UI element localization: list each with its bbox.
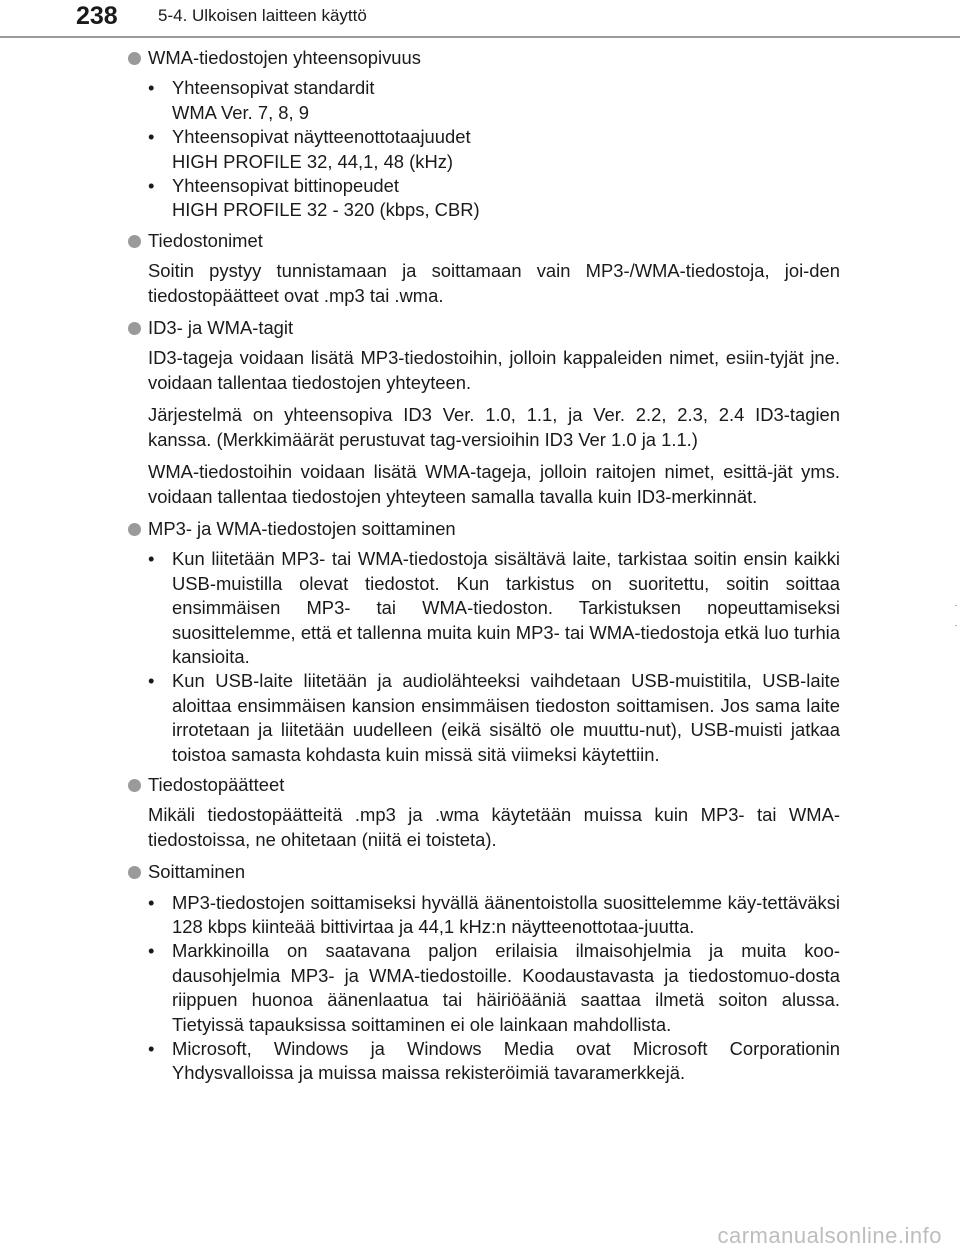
list-item <box>126 547 840 669</box>
section-title: 5-4. Ulkoisen laitteen käyttö <box>158 6 367 25</box>
paragraph: ID3-tageja voidaan lisätä MP3-tiedostoihin, jolloin kappaleiden nimet, esiin-tyjät jne. voidaan tallentaa tiedostojen yhteyteen. <box>148 347 840 393</box>
paragraph: Järjestelmä on yhteensopiva ID3 Ver. 1.0, 1.1, ja Ver. 2.2, 2.3, 2.4 ID3-tagien kanssa. (Merkkimäärät perustuvat tag-versioihin ID3 Ver 1.0 ja 1.1.) <box>148 404 840 450</box>
item-value: WMA Ver. 7, 8, 9 <box>172 101 309 123</box>
paragraph: Soitin pystyy tunnistamaan ja soittamaan vain MP3-/WMA-tiedostoja, joi-den tiedostopäätteet ovat .mp3 tai .wma. <box>148 260 840 306</box>
bullet-icon: • <box>148 891 155 913</box>
item-text: Microsoft, Windows ja Windows Media ovat Microsoft Corporationin Yhdysvalloissa ja muissa maissa rekisteröimiä tavaramerkkejä. <box>172 1038 840 1084</box>
section-heading <box>126 517 840 541</box>
heading-text: MP3- ja WMA-tiedostojen soittaminen <box>148 517 456 539</box>
section-heading <box>126 316 840 340</box>
section-playback <box>126 517 840 767</box>
item-text: Markkinoilla on saatavana paljon erilaisia ilmaisohjelmia ja muita koo-dausohjelmia MP3- ja WMA-tiedostoille. Koodaustavasta ja tiedostomuo-dosta riippuen huonoa äänenlaatua tai häiriöääniä saattaa ilmetä soiton alussa. Tietyissä tapauksissa soittaminen ei ole lainkaan mahdollista. <box>172 940 840 1035</box>
header-rule <box>0 36 960 38</box>
item-value: HIGH PROFILE 32 - 320 (kbps, CBR) <box>172 199 480 221</box>
heading-text: WMA-tiedostojen yhteensopivuus <box>148 47 421 68</box>
page-content <box>126 46 840 1092</box>
bullet-icon: • <box>148 940 155 962</box>
list-item <box>126 174 840 223</box>
item-label: Yhteensopivat näytteenottotaajuudet <box>172 126 471 148</box>
section-playing <box>126 860 840 1086</box>
watermark: carmanualsonline.info <box>717 1223 942 1248</box>
bullet-icon: • <box>148 126 155 148</box>
bullet-dot-icon <box>128 235 141 248</box>
heading-text: Tiedostopäätteet <box>148 773 285 795</box>
list-item <box>126 125 840 174</box>
heading-text: Soittaminen <box>148 861 246 883</box>
bullet-icon: • <box>148 548 155 570</box>
bullet-icon: • <box>148 670 155 692</box>
section-extensions <box>126 773 840 852</box>
page-header <box>0 0 960 40</box>
section-wma-compatibility <box>126 46 840 223</box>
bullet-dot-icon <box>128 523 141 536</box>
list-item <box>126 76 840 125</box>
bullet-dot-icon <box>128 866 141 879</box>
paragraph: WMA-tiedostoihin voidaan lisätä WMA-tageja, jolloin raitojen nimet, esittä-jät yms. voidaan tallentaa tiedostojen yhteyteen samalla tavalla kuin ID3-merkinnät. <box>148 461 840 507</box>
bullet-dot-icon <box>128 52 141 65</box>
paragraph: Mikäli tiedostopäätteitä .mp3 ja .wma käytetään muissa kuin MP3- tai WMA-tiedostoissa, ne ohitetaan (niitä ei toisteta). <box>148 804 840 850</box>
section-tags <box>126 316 840 509</box>
list-item <box>126 1037 840 1086</box>
list-item <box>126 669 840 767</box>
item-value: HIGH PROFILE 32, 44,1, 48 (kHz) <box>172 150 454 172</box>
heading-text: Tiedostonimet <box>148 229 263 251</box>
list-item <box>126 891 840 940</box>
edge-tick-mark <box>955 605 957 606</box>
bullet-dot-icon <box>128 779 141 792</box>
item-text: Kun liitetään MP3- tai WMA-tiedostoja sisältävä laite, tarkistaa soitin ensin kaikki USB-muistilla olevat tiedostot. Kun tarkistus on suoritettu, soitin soittaa ensimmäisen MP3- tai WMA-tiedoston. Tarkistuksen nopeuttamiseksi suosittelemme, että et tallenna muita kuin MP3- tai WMA-tiedostoja etkä luo turhia kansioita. <box>172 548 840 667</box>
page-number: 238 <box>76 2 118 30</box>
bullet-icon: • <box>148 175 155 197</box>
section-heading <box>126 46 840 70</box>
item-label: Yhteensopivat bittinopeudet <box>172 175 399 197</box>
bullet-dot-icon <box>128 322 141 335</box>
section-heading <box>126 773 840 797</box>
bullet-icon: • <box>148 1038 155 1060</box>
section-filenames <box>126 229 840 308</box>
bullet-icon: • <box>148 77 155 99</box>
item-label: Yhteensopivat standardit <box>172 77 375 99</box>
item-text: Kun USB-laite liitetään ja audiolähteeksi vaihdetaan USB-muistitila, USB-laite aloittaa ensimmäisen kansion ensimmäisen tiedoston soittamisen. Jos sama laite irrotetaan ja liitetään uudelleen (eikä sisältö ole muuttu-nut), USB-muisti jatkaa toistoa samasta kohdasta kuin missä sitä viimeksi käytettiin. <box>172 670 840 765</box>
list-item <box>126 939 840 1037</box>
section-heading <box>126 229 840 253</box>
edge-tick-mark <box>955 625 957 626</box>
heading-text: ID3- ja WMA-tagit <box>148 317 294 339</box>
section-heading <box>126 860 840 884</box>
item-text: MP3-tiedostojen soittamiseksi hyvällä äänentoistolla suosittelemme käy-tettäväksi 128 kbps kiinteää bittivirtaa ja 44,1 kHz:n näytteenottotaa-juutta. <box>172 891 840 937</box>
